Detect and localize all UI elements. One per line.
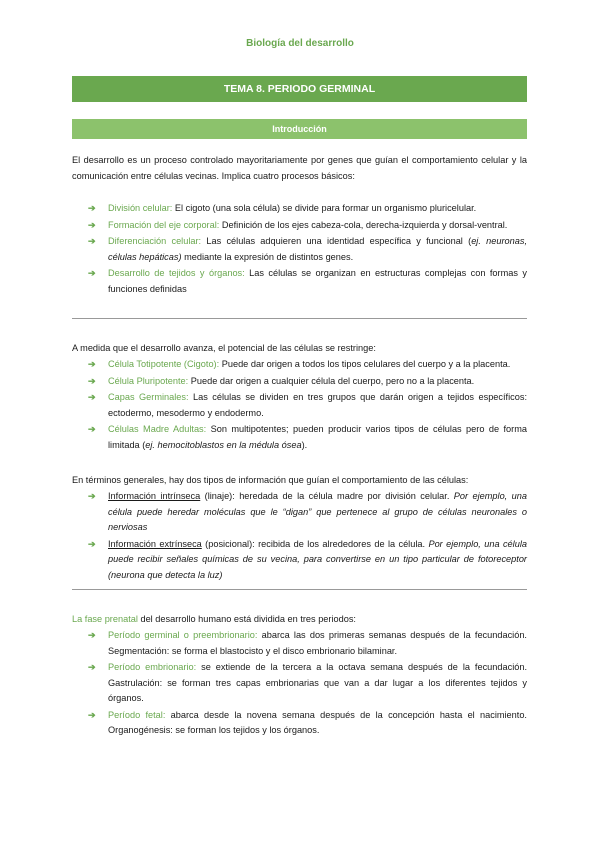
- list-item-term: Célula Totipotente (Cigoto):: [108, 359, 220, 369]
- list-item-text: El cigoto (una sola célula) se divide para formar un organismo pluricelular.: [172, 203, 477, 213]
- periods-list: [88, 628, 527, 740]
- list-item-example: ej. neuronas, células hepáticas): [108, 236, 528, 262]
- chapter-title: TEMA 8. PERIODO GERMINAL: [72, 76, 527, 102]
- info-list: [88, 489, 527, 584]
- section-divider: [72, 318, 527, 319]
- list-item-term: Capas Germinales:: [108, 392, 189, 402]
- arrow-icon: ➔: [88, 709, 96, 720]
- list-item-text: Las células se dividen en tres grupos que darán origen a tejidos específicos: ectodermo, mesodermo y endodermo.: [108, 392, 528, 418]
- running-header: Biología del desarrollo: [246, 38, 354, 49]
- list-item-term: Información extrínseca: [108, 538, 202, 549]
- arrow-icon: ➔: [88, 630, 96, 640]
- list-item-term: Formación del eje corporal:: [108, 219, 220, 230]
- list-item-term: Célula Pluripotente:: [108, 375, 189, 386]
- list-item: [88, 537, 527, 584]
- section-heading: Introducción: [72, 119, 527, 139]
- list-item-text: abarca las dos primeras semanas después de la fecundación. Segmentación: se forma el blastocisto y el disco embrionario bilaminar.: [108, 630, 527, 656]
- section-divider: [72, 589, 527, 590]
- list-item-text: Las células se organizan en estructuras complejas con formas y funciones definidas: [108, 268, 527, 294]
- list-item: [88, 374, 527, 390]
- list-item-term: Diferenciación celular:: [108, 236, 202, 246]
- list-item-text: se extiende de la tercera a la octava semana después de la fecundación. Gastrulación: se forman tres capas embrionarias que van a dar lugar a los diferentes tejidos y órganos.: [108, 662, 528, 703]
- list-item-term: Información intrínseca: [108, 491, 201, 501]
- list-item-term: Desarrollo de tejidos y órganos:: [108, 268, 245, 278]
- list-item-term: Células Madre Adultas:: [108, 424, 207, 434]
- potential-intro: A medida que el desarrollo avanza, el potencial de las células se restringe:: [72, 343, 376, 353]
- arrow-icon: ➔: [88, 491, 96, 501]
- list-item-text: Puede dar origen a cualquier célula del cuerpo, pero no a la placenta.: [188, 375, 475, 386]
- list-item-text: (posicional): recibida de los alrededores de la célula.: [201, 538, 429, 549]
- list-item: [88, 660, 527, 707]
- list-item-term: Período fetal:: [108, 709, 166, 720]
- info-intro: En términos generales, hay dos tipos de información que guían el comportamiento de las células:: [72, 475, 469, 485]
- arrow-icon: ➔: [88, 538, 96, 549]
- list-item-example: Por ejemplo, una célula puede recibir señales químicas de su vecina, para convertirse en un tipo particular de fotoreceptor (neurona que detecta la luz): [108, 538, 527, 580]
- arrow-icon: ➔: [88, 219, 96, 230]
- potential-list: [88, 357, 527, 454]
- list-item: [88, 489, 527, 536]
- arrow-icon: ➔: [88, 268, 96, 278]
- list-item: [88, 708, 527, 739]
- intro-paragraph: El desarrollo es un proceso controlado mayoritariamente por genes que guían el comportamiento celular y la comunicación entre células vecinas. Implica cuatro procesos básicos:: [72, 155, 527, 181]
- list-item-text: ).: [301, 439, 308, 450]
- arrow-icon: ➔: [88, 662, 96, 672]
- list-item-term: Período germinal o preembrionario:: [108, 630, 258, 640]
- list-item: [88, 422, 527, 453]
- arrow-icon: ➔: [88, 236, 96, 246]
- arrow-icon: ➔: [88, 392, 96, 402]
- arrow-icon: ➔: [88, 203, 96, 213]
- list-item: [88, 234, 527, 265]
- prenatal-term: La fase prenatal: [72, 614, 138, 624]
- list-item-text: (linaje): heredada de la célula madre por división celular.: [200, 491, 454, 501]
- arrow-icon: ➔: [88, 375, 96, 386]
- list-item-text: Las células adquieren una identidad específica y funcional (: [201, 236, 472, 246]
- list-item-text: abarca desde la novena semana después de la concepción hasta el nacimiento. Organogénesis: se forman los tejidos y los órganos.: [108, 709, 527, 735]
- list-item: [88, 266, 527, 297]
- list-item-example: Por ejemplo, una célula puede heredar moléculas que le “digan” que pertenece al grupo de células neuronales o nerviosas: [108, 491, 527, 532]
- list-item-text: Son multipotentes; pueden producir varios tipos de células pero de forma limitada (: [108, 424, 527, 450]
- prenatal-text: del desarrollo humano está dividida en tres periodos:: [137, 614, 356, 624]
- list-item: [88, 628, 527, 659]
- list-item: [88, 357, 527, 373]
- arrow-icon: ➔: [88, 424, 96, 434]
- processes-list: [88, 201, 527, 298]
- prenatal-intro: [72, 612, 527, 628]
- list-item-text: mediante la expresión de distintos genes.: [181, 251, 354, 262]
- list-item: [88, 201, 527, 217]
- list-item-term: Período embrionario:: [108, 662, 197, 672]
- list-item: [88, 218, 527, 234]
- list-item-term: División celular:: [108, 203, 173, 213]
- list-item: [88, 390, 527, 421]
- list-item-text: Puede dar origen a todos los tipos celulares del cuerpo y a la placenta.: [219, 359, 511, 369]
- list-item-example: ej. hemocitoblastos en la médula ósea: [145, 439, 302, 450]
- arrow-icon: ➔: [88, 359, 96, 369]
- list-item-text: Definición de los ejes cabeza-cola, derecha-izquierda y dorsal-ventral.: [219, 219, 508, 230]
